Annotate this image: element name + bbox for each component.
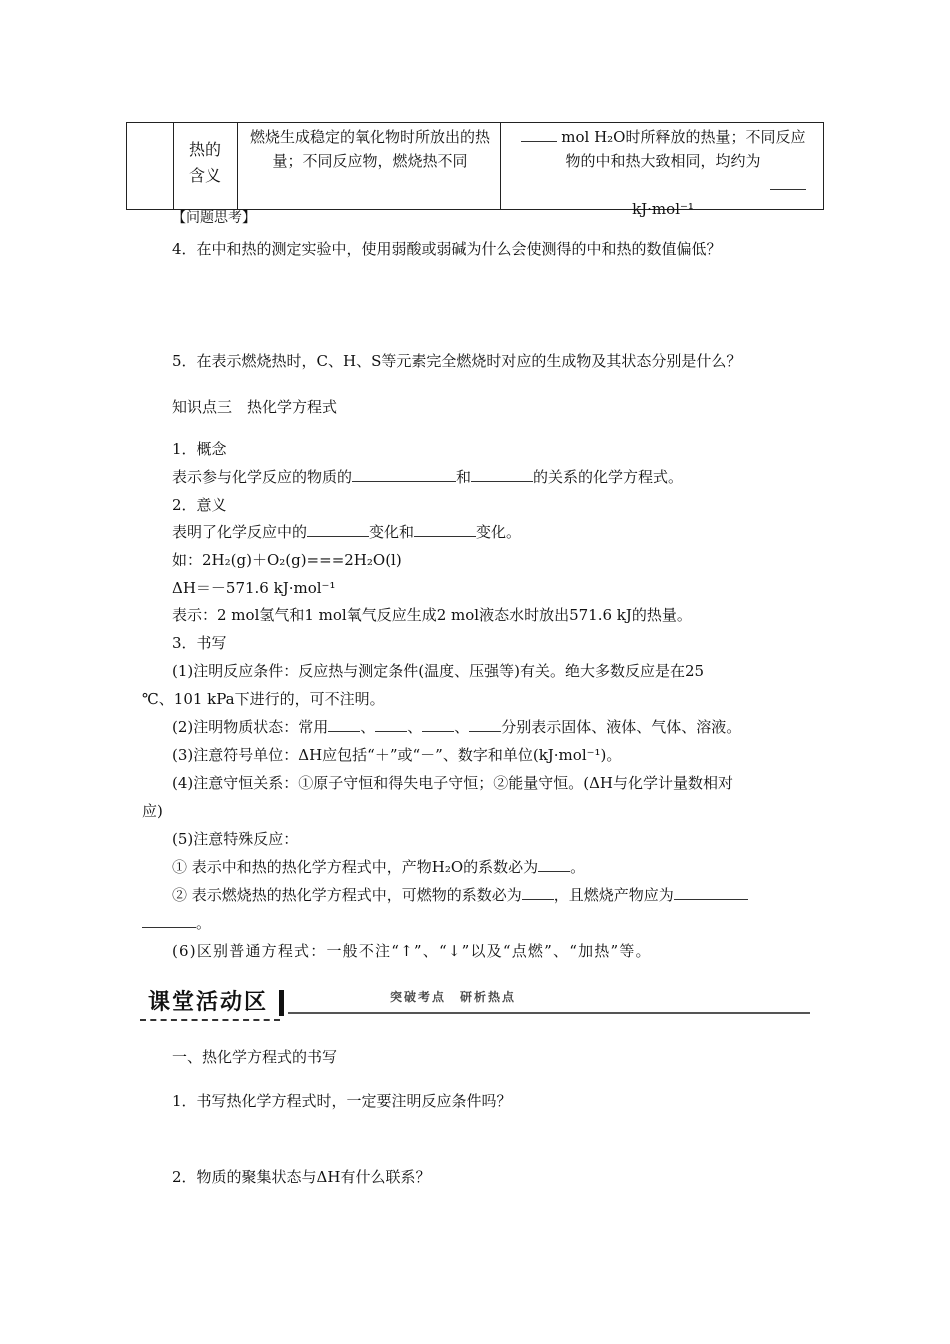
table-divider	[500, 123, 501, 209]
combustion-heat-meaning: 燃烧生成稳定的氧化物时所放出的热量；不同反应物，燃烧热不同	[249, 128, 490, 170]
knowledge-point-3-title: 知识点三 热化学方程式	[172, 398, 338, 416]
answer-blank[interactable]	[469, 716, 501, 732]
meaning-title: 2．意义	[172, 496, 227, 514]
question-5: 5．在表示燃烧热时，C、H、S等元素完全燃烧时对应的生成物及其状态分别是什么？	[172, 352, 742, 370]
question-4: 4．在中和热的测定实验中，使用弱酸或弱碱为什么会使测得的中和热的数值偏低？	[172, 240, 722, 258]
activity-question-2: 2．物质的聚集状态与ΔH有什么联系？	[172, 1168, 431, 1186]
banner-rule	[288, 1012, 810, 1014]
concept-title: 1．概念	[172, 440, 227, 458]
answer-blank[interactable]	[142, 912, 196, 928]
writing-rule-2: (2)注明物质状态：常用 、 、 、 分别表示固体、液体、气体、溶液。	[172, 718, 742, 736]
answer-blank[interactable]	[328, 716, 360, 732]
writing-rule-5-2-cont: 。	[142, 912, 211, 933]
writing-rule-4-line2: 应)	[142, 802, 163, 820]
writing-title: 3．书写	[172, 634, 227, 652]
writing-rule-1-line2: ℃、101 kPa下进行的，可不注明。	[142, 690, 385, 708]
neutralization-heat-meaning: mol H₂O时所释放的热量；不同反应 物的中和热大致相同，均约为 kJ·mol⁻¹	[507, 125, 819, 221]
writing-rule-3: (3)注意符号单位：ΔH应包括“＋”或“－”、数字和单位(kJ·mol⁻¹)。	[172, 746, 622, 764]
writing-rule-1-line1: (1)注明反应条件：反应热与测定条件(温度、压强等)有关。绝大多数反应是在25	[172, 662, 705, 680]
meaning-text: 表明了化学反应中的 变化和 变化。	[172, 523, 522, 541]
question-header: 【问题思考】	[172, 210, 256, 226]
table-divider	[173, 123, 174, 209]
answer-blank[interactable]	[422, 716, 454, 732]
writing-rule-5-2: ② 表示燃烧热的热化学方程式中，可燃物的系数必为 ，且燃烧产物应为	[172, 884, 748, 905]
example-equation: 如：2H₂(g)＋O₂(g)===2H₂O(l)	[172, 551, 402, 569]
banner-subtitle: 突破考点 研析热点	[390, 990, 517, 1004]
neutral-unit: kJ·mol⁻¹	[632, 200, 694, 218]
answer-blank[interactable]	[307, 521, 369, 537]
writing-rule-4-line1: (4)注意守恒关系：①原子守恒和得失电子守恒；②能量守恒。(ΔH与化学计量数相对	[172, 774, 734, 792]
answer-blank[interactable]	[375, 716, 407, 732]
table-divider	[237, 123, 238, 209]
answer-blank[interactable]	[538, 856, 570, 872]
row-label-meaning: 热的 含义	[188, 140, 221, 185]
answer-blank[interactable]	[522, 884, 554, 900]
answer-blank[interactable]	[674, 884, 748, 900]
writing-rule-5: (5)注意特殊反应：	[172, 830, 299, 848]
neutral-line2: 物的中和热大致相同，均约为	[565, 152, 761, 170]
writing-rule-5-1: ① 表示中和热的热化学方程式中，产物H₂O的系数必为 。	[172, 858, 586, 876]
answer-blank[interactable]	[352, 466, 456, 482]
banner-bar	[279, 990, 284, 1016]
activity-part1-title: 一、热化学方程式的书写	[172, 1048, 338, 1066]
example-meaning: 表示：2 mol氢气和1 mol氧气反应生成2 mol液态水时放出571.6 kJ的热量。	[172, 606, 692, 624]
banner-dashed-rule	[140, 1019, 280, 1021]
answer-blank[interactable]	[521, 126, 557, 142]
section-banner	[140, 988, 810, 1022]
banner-title: 课堂活动区	[148, 990, 269, 1015]
activity-question-1: 1．书写热化学方程式时，一定要注明反应条件吗？	[172, 1092, 512, 1110]
writing-rule-6: (6)区别普通方程式：一般不注“↑”、“↓”以及“点燃”、“加热”等。	[172, 942, 652, 960]
concept-text: 表示参与化学反应的物质的 和 的关系的化学方程式。	[172, 468, 684, 486]
answer-blank[interactable]	[471, 466, 533, 482]
answer-blank[interactable]	[770, 174, 806, 190]
answer-blank[interactable]	[414, 521, 476, 537]
example-delta-h: ΔH＝－571.6 kJ·mol⁻¹	[172, 579, 336, 597]
